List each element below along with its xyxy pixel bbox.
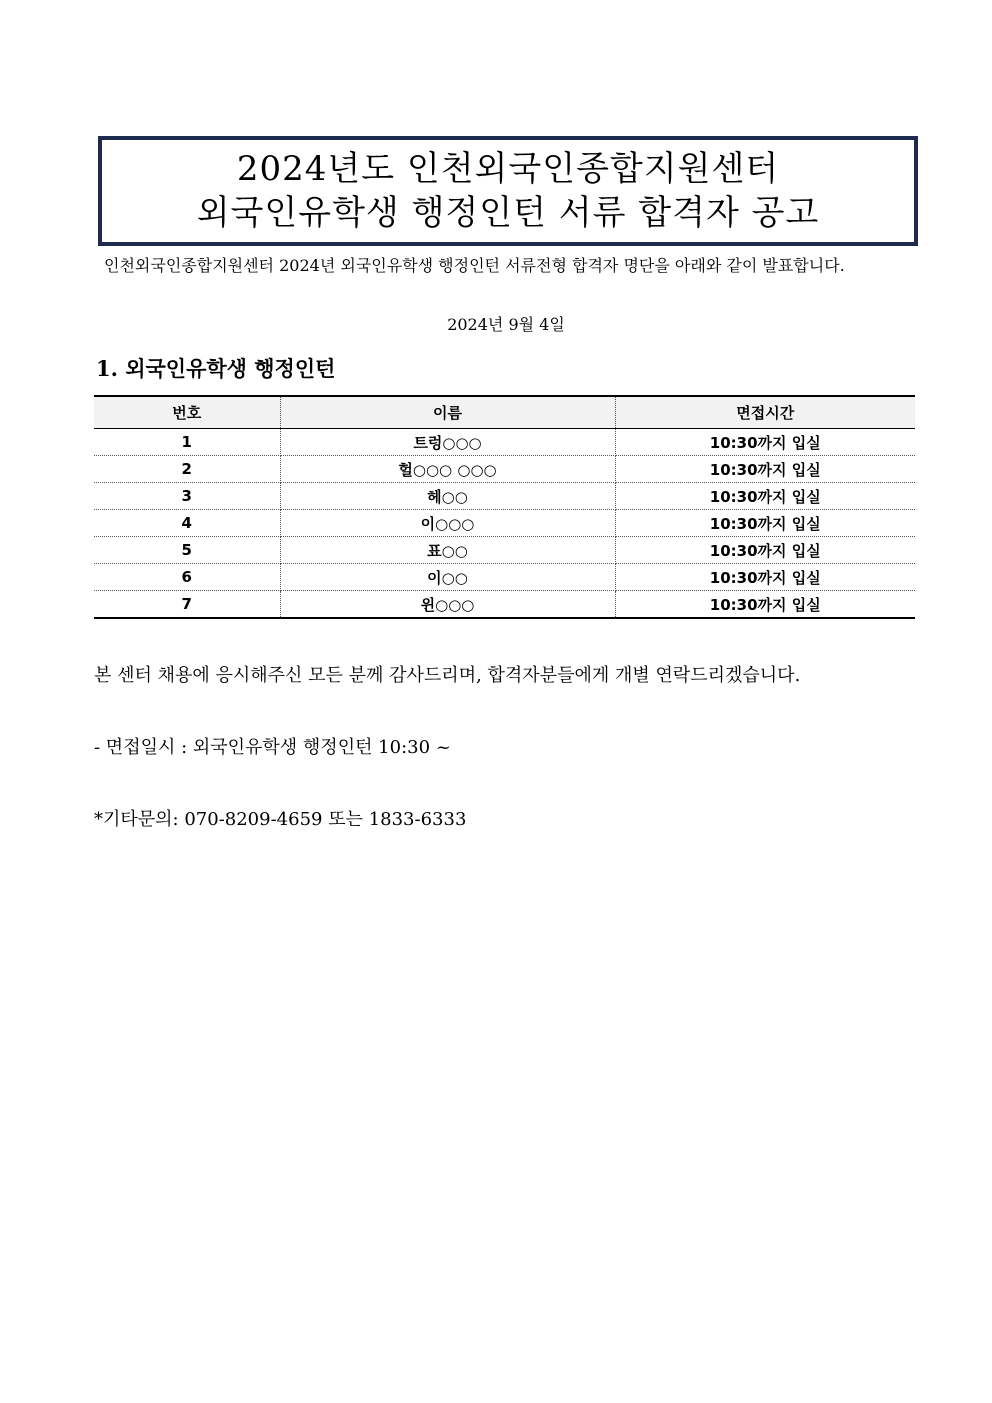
cell-number: 4 [94,510,280,537]
cell-number: 2 [94,456,280,483]
cell-time: 10:30까지 입실 [615,483,915,510]
table-row [94,564,915,591]
cell-number: 5 [94,537,280,564]
table-row [94,537,915,564]
cell-name: 윈○○○ [280,591,615,619]
cell-name: 헐○○○ ○○○ [280,456,615,483]
cell-name: 표○○ [280,537,615,564]
applicant-table [94,395,915,619]
table-row [94,591,915,619]
title-line-2: 외국인유학생 행정인턴 서류 합격자 공고 [196,193,820,233]
title-line-1: 2024년도 인천외국인종합지원센터 [236,149,780,189]
header-number: 번호 [94,396,280,429]
cell-name: 이○○○ [280,510,615,537]
cell-name: 이○○ [280,564,615,591]
cell-time: 10:30까지 입실 [615,456,915,483]
cell-time: 10:30까지 입실 [615,510,915,537]
title-box [98,136,918,246]
table-row [94,429,915,456]
cell-number: 1 [94,429,280,456]
table-header-row [94,396,915,429]
table-row [94,483,915,510]
table-row [94,456,915,483]
cell-time: 10:30까지 입실 [615,564,915,591]
cell-time: 10:30까지 입실 [615,429,915,456]
cell-time: 10:30까지 입실 [615,591,915,619]
interview-schedule: - 면접일시 : 외국인유학생 행정인턴 10:30 ~ [94,737,451,758]
cell-number: 7 [94,591,280,619]
cell-name: 트렁○○○ [280,429,615,456]
section-title: 1. 외국인유학생 행정인턴 [96,356,336,381]
table-row [94,510,915,537]
cell-name: 헤○○ [280,483,615,510]
thanks-message: 본 센터 채용에 응시해주신 모든 분께 감사드리며, 합격자분들에게 개별 연락드리겠습니다. [94,665,801,686]
header-name: 이름 [280,396,615,429]
cell-number: 6 [94,564,280,591]
contact-info: *기타문의: 070-8209-4659 또는 1833-6333 [94,809,467,830]
header-interview-time: 면접시간 [615,396,915,429]
cell-number: 3 [94,483,280,510]
cell-time: 10:30까지 입실 [615,537,915,564]
intro-paragraph: 인천외국인종합지원센터 2024년 외국인유학생 행정인턴 서류전형 합격자 명단을 아래와 같이 발표합니다. [104,256,845,275]
announcement-date: 2024년 9월 4일 [447,315,565,334]
